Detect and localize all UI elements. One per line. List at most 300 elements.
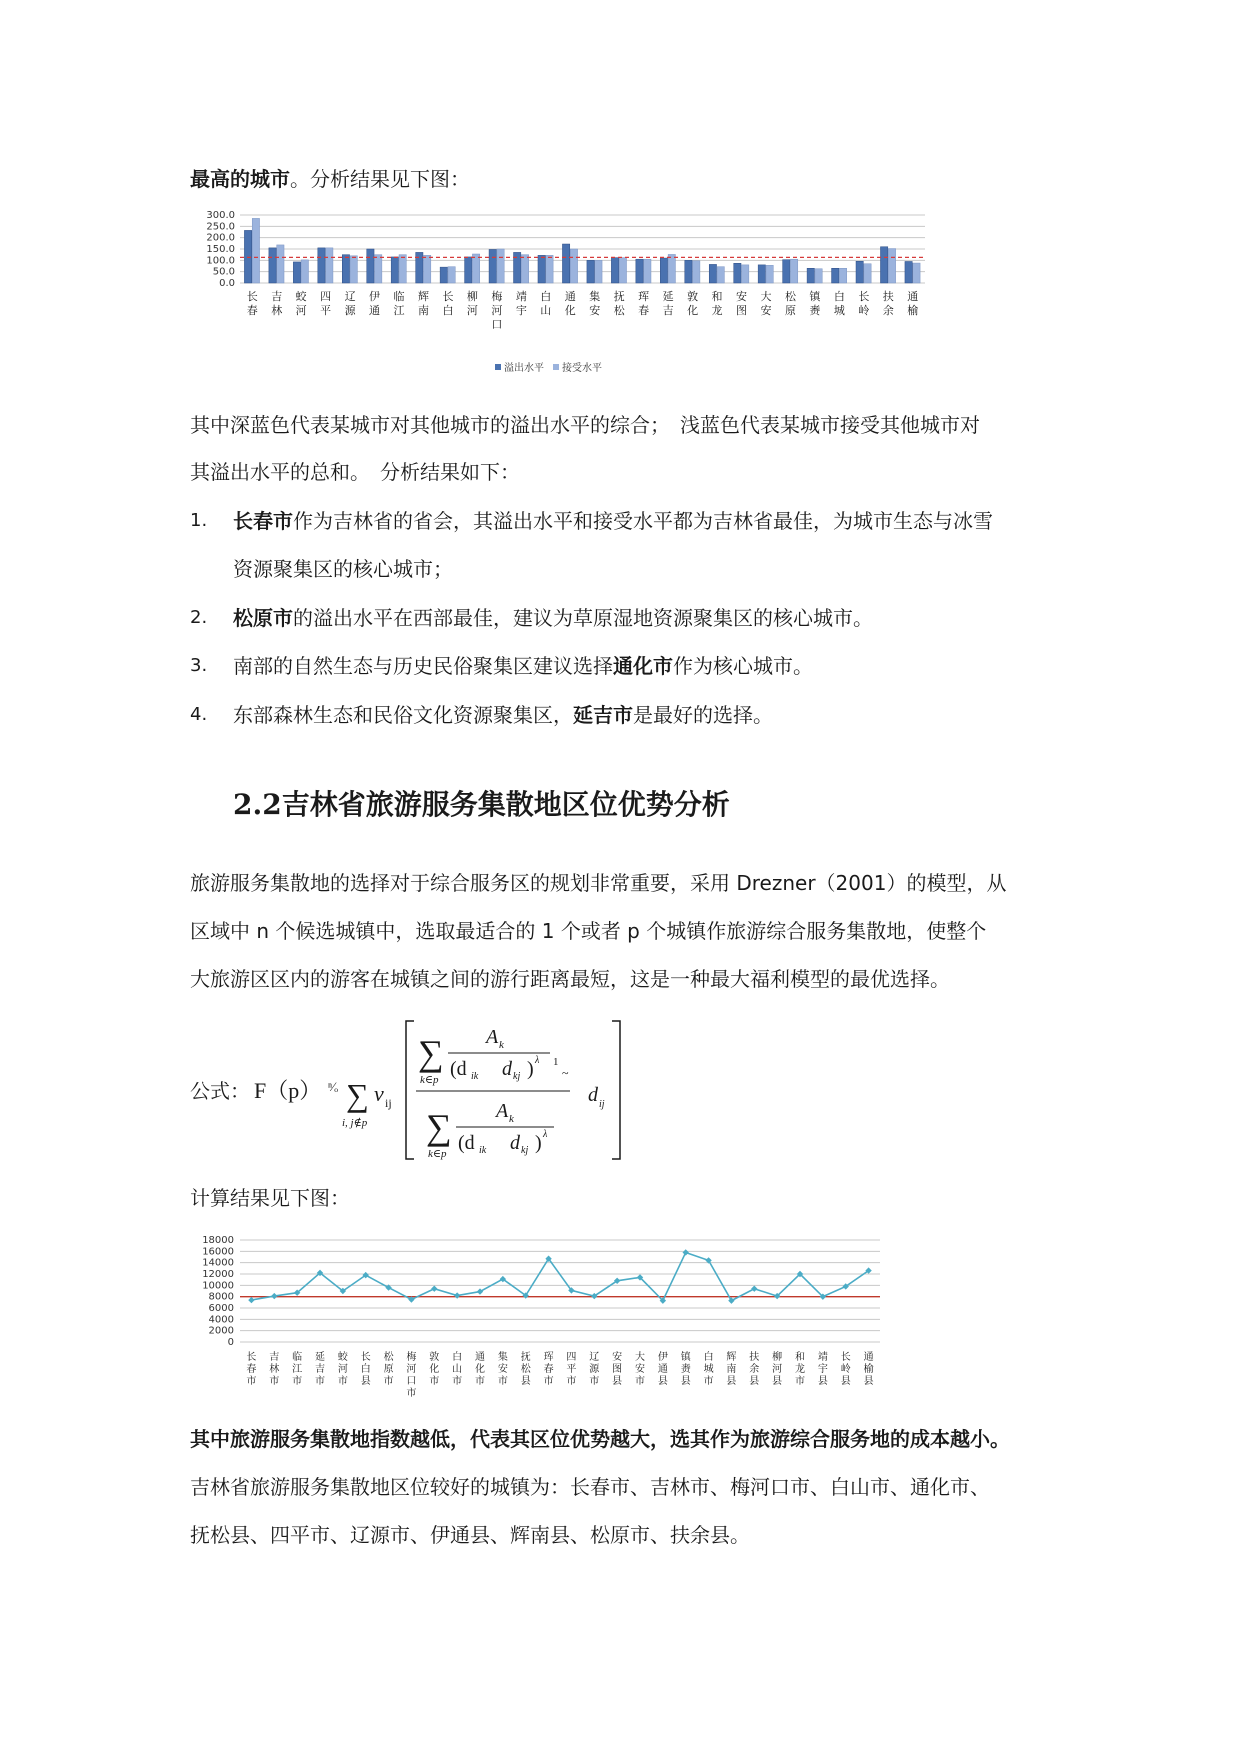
bar-accept [423,255,430,283]
line-chart-x-labels [246,1350,873,1399]
line-point [477,1288,483,1294]
list-item-1 [233,508,1063,534]
bar-x-tick-label: 岭 [858,304,870,317]
line-x-tick-label: 岭 [840,1364,851,1375]
bar-spill [783,260,790,283]
line-point [271,1293,277,1299]
formula-num-a: A [486,1026,499,1048]
line-x-tick-label: 大 [635,1352,645,1363]
bar-x-tick-label: 林 [271,304,283,317]
line-x-tick-label: 长 [360,1352,371,1363]
formula-num-a-sub: k [499,1039,504,1051]
formula-v: v [374,1081,384,1106]
intro-rest: 。分析结果见下图： [290,167,470,191]
list-item-4-pre: 东部森林生态和民俗文化资源聚集区， [233,703,573,727]
line-y-tick-label: 12000 [202,1269,234,1280]
bar-x-tick-label: 南 [417,304,429,317]
bar-spill [636,259,643,283]
bar-x-tick-label: 吉 [662,304,674,317]
bar-spill [587,260,594,283]
bar-x-tick-label: 松 [784,290,796,303]
line-y-tick-label: 0 [227,1337,234,1348]
list-item-1-cont: 资源聚集区的核心城市； [233,557,453,581]
bar-x-tick-label: 梅 [491,290,503,303]
bar-x-tick-label: 长 [858,290,870,303]
bar-x-tick-label: 长 [442,290,454,303]
bar-spill [293,262,300,283]
line-x-tick-label: 市 [383,1376,394,1387]
bar-x-tick-label: 江 [393,304,405,317]
conclusion-bold: 其中旅游服务集散地指数越低，代表其区位优势越大，选其作为旅游综合服务地的成本越小。 [190,1427,1010,1451]
bar-accept [448,267,455,283]
line-x-tick-label: 县 [657,1376,668,1387]
formula-sub-num: k∈p [420,1074,439,1086]
legend-swatch [553,364,559,370]
bar-accept [252,218,259,283]
bar-y-tick-label: 50.0 [212,266,235,278]
bar-x-tick-label: 白 [540,290,552,303]
formula-sub-den: k∈p [428,1148,447,1160]
bar-spill [611,258,618,283]
line-x-tick-label: 市 [429,1376,440,1387]
bar-x-tick-label: 通 [564,290,576,303]
bar-spill [269,248,276,283]
formula-v-sub: ij [385,1096,392,1110]
line-x-tick-label: 林 [269,1364,280,1375]
line-x-tick-label: 化 [475,1364,485,1375]
line-x-tick-label: 化 [429,1364,440,1375]
line-x-tick-label: 梅 [406,1352,417,1363]
bar-y-tick-label: 150.0 [206,244,235,255]
formula-den2-d: d [510,1132,520,1154]
line-point [248,1297,254,1303]
bar-x-tick-label: 龙 [711,304,723,317]
bar-x-tick-label: 原 [784,304,796,317]
formula-den1: (d [450,1058,467,1080]
para2-line3: 大旅游区区内的游客在城镇之间的游行距离最短，这是一种最大福利模型的最优选择。 [190,967,950,991]
bar-x-tick-label: 吉 [271,290,283,303]
bar-spill [660,258,667,283]
line-x-tick-label: 柳 [772,1352,783,1363]
formula-den2-ik: ik [479,1145,487,1156]
bar-accept [301,260,308,283]
line-x-tick-label: 图 [612,1364,623,1375]
line-x-tick-label: 通 [475,1352,485,1363]
bar-spill [465,257,472,283]
bar-spill [856,261,863,283]
line-x-tick-label: 延 [315,1352,325,1363]
bar-x-tick-label: 安 [589,304,601,317]
bar-x-tick-label: 河 [466,304,478,317]
list-item-3-bold: 通化市 [613,654,673,678]
formula-sym: ⁿ⁄ₒ [328,1079,339,1094]
line-x-tick-label: 敦 [429,1352,440,1363]
line-x-tick-label: 城 [703,1364,714,1375]
bar-accept [472,254,479,283]
line-x-tick-label: 四 [566,1352,577,1363]
line-x-tick-label: 山 [452,1364,463,1375]
line-x-tick-label: 口 [406,1376,417,1387]
list-item-2-rest: 的溢出水平在西部最佳，建议为草原湿地资源聚集区的核心城市。 [293,606,873,630]
formula-sub-outer: i, j∉p [342,1117,368,1129]
bar-x-tick-label: 集 [589,290,601,303]
line-x-tick-label: 余 [749,1364,760,1375]
list-num-3: 3. [190,655,208,676]
formula-den1-kj: kj [513,1071,521,1082]
line-x-tick-label: 市 [246,1376,257,1387]
line-x-tick-label: 辉 [726,1352,737,1363]
formula-den-a: A [496,1100,509,1122]
line-x-tick-label: 县 [840,1376,851,1387]
bar-spill [489,249,496,283]
list-item-4-rest: 是最好的选择。 [633,703,773,727]
bar-x-tick-label: 化 [687,304,699,317]
line-x-tick-label: 珲 [543,1352,554,1363]
formula-dij: d [588,1084,598,1106]
bar-spill [367,249,374,283]
list-num-4: 4. [190,704,208,725]
bar-spill [685,260,692,283]
bar-accept [277,245,284,283]
line-x-tick-label: 市 [269,1376,280,1387]
legend-label: 溢出水平 [504,363,544,374]
line-x-tick-label: 安 [635,1364,645,1375]
bar-spill [905,261,912,283]
list-item-4 [233,702,1063,728]
bar-x-tick-label: 山 [540,304,552,317]
intro-line [190,166,1060,192]
bar-x-tick-label: 辽 [344,290,356,303]
line-x-tick-label: 吉 [315,1364,325,1375]
bar-accept [864,264,871,283]
bar-x-tick-label: 榆 [907,304,919,317]
bar-spill [758,265,765,283]
bar-x-tick-label: 宇 [515,304,527,317]
bar-chart-y-ticks [206,210,235,289]
line-chart-grid [240,1240,880,1342]
list-item-2 [233,605,1063,631]
bar-spill [832,268,839,283]
line-x-tick-label: 县 [863,1376,874,1387]
formula-lhs: F（p） [254,1078,322,1103]
bar-x-tick-label: 安 [736,290,748,303]
line-y-tick-label: 18000 [202,1235,234,1246]
formula-den2-lambda: λ [543,1129,548,1140]
line-chart-y-ticks [202,1235,234,1348]
line-x-tick-label: 靖 [817,1352,828,1363]
bar-accept [790,259,797,283]
bar-x-tick-label: 珲 [638,290,650,303]
line-x-tick-label: 长 [840,1352,851,1363]
line-x-tick-label: 白 [360,1364,371,1375]
bar-x-tick-label: 临 [393,290,405,303]
formula-right-bracket [612,1021,620,1159]
line-x-tick-label: 安 [497,1364,508,1375]
line-x-tick-label: 县 [680,1376,691,1387]
bar-accept [399,255,406,283]
bar-spill [342,255,349,283]
line-x-tick-label: 春 [246,1364,257,1375]
bar-spill [391,257,398,283]
line-x-tick-label: 榆 [863,1364,874,1375]
intro-bold: 最高的城市 [190,167,290,191]
line-y-tick-label: 16000 [202,1246,234,1258]
line-x-tick-label: 通 [657,1364,668,1375]
bar-x-tick-label: 和 [711,290,723,303]
bar-accept [326,248,333,283]
bar-x-tick-label: 靖 [515,290,527,303]
line-y-tick-label: 6000 [208,1303,234,1314]
bar-spill [318,248,325,283]
line-x-tick-label: 县 [726,1376,737,1387]
bar-x-tick-label: 通 [907,290,919,303]
formula-den2-close: ) [535,1132,542,1154]
formula-den1-close: ) [527,1058,534,1080]
bar-accept [595,260,602,283]
list-item-1-bold: 长春市 [233,509,293,533]
conclusion-line2: 抚松县、四平市、辽源市、伊通县、辉南县、松原市、扶余县。 [190,1523,750,1547]
line-x-tick-label: 辽 [589,1352,600,1363]
line-point [431,1286,437,1292]
bar-y-tick-label: 100.0 [206,255,235,267]
line-x-tick-label: 县 [772,1376,783,1387]
bar-accept [375,255,382,283]
bar-x-tick-label: 松 [613,304,625,317]
line-x-tick-label: 县 [520,1376,531,1387]
line-x-tick-label: 市 [703,1376,714,1387]
bar-chart-bars [244,218,920,283]
bar-x-tick-label: 图 [736,304,748,317]
bar-x-tick-label: 抚 [613,290,625,303]
bar-x-tick-label: 白 [442,304,454,317]
formula-sum-outer: ∑ [346,1077,369,1113]
line-x-tick-label: 市 [497,1376,508,1387]
para2-line1: 旅游服务集散地的选择对于综合服务区的规划非常重要，采用 Drezner（2001）的模型，从 [190,871,1007,895]
list-num-1: 1. [190,510,208,531]
bar-chart [190,205,950,385]
bar-x-tick-label: 镇 [809,290,821,303]
formula-dij-sub: ij [599,1099,605,1110]
bar-x-tick-label: 长 [246,290,258,303]
formula-tilde: ~ [562,1066,569,1080]
formula-exp-1: 1 [553,1056,559,1068]
formula-den1-lambda: λ [535,1055,540,1066]
bar-spill [244,230,251,283]
line-x-tick-label: 原 [383,1364,394,1375]
line-x-tick-label: 长 [246,1352,257,1363]
line-x-tick-label: 吉 [269,1352,280,1363]
line-x-tick-label: 春 [543,1364,554,1375]
bar-accept [742,265,749,283]
line-x-tick-label: 市 [475,1376,485,1387]
bar-accept [570,249,577,283]
line-x-tick-label: 县 [360,1376,371,1387]
bar-accept [717,267,724,283]
bar-accept [546,255,553,283]
line-x-tick-label: 龙 [795,1364,805,1375]
section-heading: 2.2吉林省旅游服务集散地区位优势分析 [233,788,730,821]
bar-spill [440,267,447,283]
list-item-3-rest: 作为核心城市。 [673,654,813,678]
line-x-tick-label: 市 [452,1376,463,1387]
line-x-tick-label: 集 [497,1352,508,1363]
formula-den1-ik: ik [471,1071,479,1082]
bar-x-tick-label: 辉 [417,290,429,303]
bar-accept [839,268,846,283]
bar-x-tick-label: 口 [491,318,503,331]
line-point [728,1297,734,1303]
bar-accept [350,256,357,283]
line-x-tick-label: 市 [292,1376,303,1387]
formula-den1-d: d [502,1058,512,1080]
line-chart [190,1232,890,1402]
para1-line1: 其中深蓝色代表某城市对其他城市的溢出水平的综合； 浅蓝色代表某城市接受其他城市对 [190,413,980,437]
line-x-tick-label: 市 [566,1376,577,1387]
bar-accept [766,265,773,283]
bar-x-tick-label: 河 [295,304,307,317]
line-series-path [251,1252,868,1300]
line-x-tick-label: 市 [635,1376,645,1387]
line-point [751,1286,757,1292]
bar-accept [668,254,675,283]
line-x-tick-label: 南 [726,1364,737,1375]
formula-den2: (d [458,1132,475,1154]
line-x-tick-label: 松 [520,1364,531,1375]
bar-chart-legend [495,361,602,374]
para3: 计算结果见下图： [190,1186,350,1210]
legend-label: 接受水平 [562,363,602,374]
bar-y-tick-label: 200.0 [206,232,235,244]
line-x-tick-label: 源 [589,1364,600,1375]
line-x-tick-label: 抚 [520,1352,531,1363]
formula-den-a-sub: k [509,1113,514,1125]
bar-x-tick-label: 柳 [466,290,478,303]
bar-x-tick-label: 通 [369,304,381,317]
bar-x-tick-label: 伊 [369,290,381,303]
line-point [454,1292,460,1298]
line-x-tick-label: 河 [337,1364,348,1375]
line-x-tick-label: 市 [543,1376,554,1387]
line-x-tick-label: 市 [315,1376,325,1387]
list-item-1-rest: 作为吉林省的省会，其溢出水平和接受水平都为吉林省最佳，为城市生态与冰雪 [293,509,993,533]
formula-left-bracket [406,1021,414,1159]
bar-spill [880,247,887,283]
line-x-tick-label: 松 [383,1352,394,1363]
line-x-tick-label: 通 [863,1352,874,1363]
formula-sum-num: ∑ [418,1033,444,1073]
line-x-tick-label: 伊 [657,1352,668,1363]
line-x-tick-label: 县 [817,1376,828,1387]
line-x-tick-label: 临 [292,1352,303,1363]
bar-chart-x-labels [247,289,919,331]
bar-x-tick-label: 平 [320,304,332,317]
line-y-tick-label: 4000 [208,1314,234,1326]
bar-spill [562,244,569,283]
line-point [683,1249,689,1255]
bar-y-tick-label: 250.0 [206,221,235,233]
line-x-tick-label: 市 [589,1376,600,1387]
bar-spill [734,263,741,283]
line-x-tick-label: 和 [795,1352,805,1363]
bar-x-tick-label: 敦 [687,290,699,303]
line-x-tick-label: 平 [566,1364,577,1375]
list-item-3-pre: 南部的自然生态与历史民俗聚集区建议选择 [233,654,613,678]
bar-accept [497,249,504,283]
bar-accept [644,259,651,283]
legend-swatch [495,364,501,370]
line-x-tick-label: 河 [772,1364,783,1375]
bar-x-tick-label: 大 [760,290,772,303]
bar-x-tick-label: 春 [246,304,258,317]
line-x-tick-label: 白 [452,1352,463,1363]
list-item-4-bold: 延吉市 [573,703,633,727]
line-y-tick-label: 10000 [202,1280,234,1292]
para2-line2: 区域中 n 个候选城镇中，选取最适合的 1 个或者 p 个城镇作旅游综合服务集散地，使整个 [190,919,987,943]
line-x-tick-label: 市 [406,1388,417,1399]
bar-x-tick-label: 白 [833,290,845,303]
bar-accept [913,263,920,283]
bar-x-tick-label: 河 [491,304,503,317]
line-x-tick-label: 蛟 [337,1352,348,1363]
line-x-tick-label: 市 [337,1376,348,1387]
formula-label: 公式： [190,1079,250,1103]
bar-accept [815,269,822,283]
bar-spill [709,264,716,283]
bar-y-tick-label: 0.0 [219,278,235,289]
line-y-tick-label: 14000 [202,1257,234,1269]
line-x-tick-label: 江 [292,1364,303,1375]
line-x-tick-label: 宇 [817,1364,828,1375]
bar-accept [521,255,528,283]
formula-sum-den: ∑ [426,1107,452,1147]
bar-spill [807,268,814,283]
formula-den2-kj: kj [521,1145,529,1156]
line-x-tick-label: 县 [612,1376,623,1387]
line-y-tick-label: 8000 [208,1291,234,1303]
bar-y-tick-label: 300.0 [206,210,235,221]
bar-x-tick-label: 蛟 [295,290,307,303]
line-chart-series [248,1249,872,1304]
bar-x-tick-label: 四 [320,290,332,303]
bar-x-tick-label: 化 [564,304,576,317]
bar-x-tick-label: 源 [344,304,356,317]
line-x-tick-label: 市 [795,1376,805,1387]
bar-x-tick-label: 城 [833,304,845,317]
line-x-tick-label: 镇 [680,1352,691,1363]
list-item-3 [233,653,1063,679]
bar-spill [538,255,545,283]
line-y-tick-label: 2000 [208,1325,234,1337]
conclusion-line1: 吉林省旅游服务集散地区位较好的城镇为：长春市、吉林市、梅河口市、白山市、通化市、 [190,1475,990,1499]
line-x-tick-label: 河 [406,1364,417,1375]
line-x-tick-label: 县 [749,1376,760,1387]
para1-line2: 其溢出水平的总和。 分析结果如下： [190,460,520,484]
bar-x-tick-label: 安 [760,304,772,317]
bar-x-tick-label: 扶 [882,290,894,303]
bar-x-tick-label: 春 [638,304,650,317]
bar-x-tick-label: 延 [662,290,674,303]
bar-accept [888,249,895,283]
bar-x-tick-label: 余 [882,304,894,317]
bar-x-tick-label: 赉 [809,304,821,317]
list-num-2: 2. [190,607,208,628]
list-item-2-bold: 松原市 [233,606,293,630]
line-x-tick-label: 赉 [680,1364,691,1375]
line-x-tick-label: 安 [612,1352,623,1363]
bar-accept [693,261,700,283]
bar-accept [619,258,626,283]
formula [190,1015,650,1165]
